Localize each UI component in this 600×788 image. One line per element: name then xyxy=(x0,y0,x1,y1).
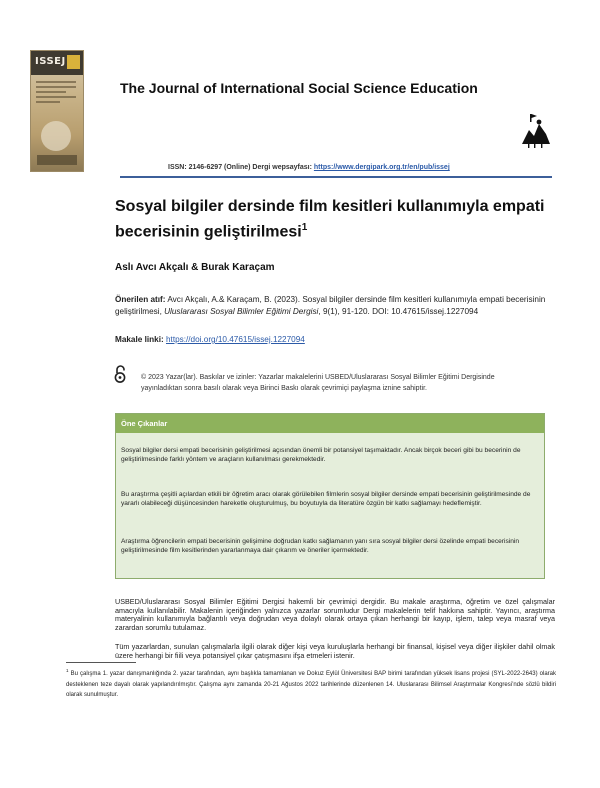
copyright-notice: © 2023 Yazar(lar). Baskılar ve izinler: Yazarlar makalelerini USBED/Uluslararası Sosyal Bilimler Eğitimi Dergisinde yayınladıktan sonra basılı olarak veya Birinci Baskı olarak çevrimiçi paylaşma iznine sahiptir. xyxy=(141,374,495,392)
suggested-citation xyxy=(115,294,555,317)
journal-logo-icon xyxy=(520,112,552,148)
citation-tail: , 9(1), 91-120. DOI: 10.47615/issej.1227094 xyxy=(318,306,479,316)
journal-cover-image xyxy=(30,50,84,172)
conflict-of-interest-paragraph: Tüm yazarlardan, sunulan çalışmalarla ilgili olarak diğer kişi veya kuruluşlarla herhangi bir finansal, kişisel veya diğer ilişkiler dahil olmak üzere herhangi bir fiili veya potansiyel çıkar çatışmasını ifşa etmeleri istenir. xyxy=(115,642,555,660)
article-title xyxy=(115,196,555,242)
cover-logo-text: ISSEJ xyxy=(35,56,66,67)
citation-text: Avcı Akçalı, A.& Karaçam, B. (2023). Sosyal bilgiler dersinde film kesitleri kullanımıyla empati becerisinin geliştirilmesi, xyxy=(115,295,546,316)
highlight-item: Bu araştırma çeşitli açılardan etkili bir öğretim aracı olarak görülebilen filmlerin sosyal bilgiler dersinde empati becerisinin geliştirilmesinde de yararlı olabileceği düşüncesinden hareketle oluşturulmuş, bu boyutuyla da literatüre özgün bir katkı sağlamayı hedeflemiştir. xyxy=(121,491,531,508)
footnote-text: Bu çalışma 1. yazar danışmanlığında 2. yazar tarafından, aynı başlıkla tamamlanan ve Dokuz Eylül Üniversitesi BAP birimi tarafından yüksek lisans projesi (SYL-2022-2643) olarak desteklenen teze dayalı olarak yapılandırılmıştır. Çalışma aynı zamanda 20-21 Ağustos 2022 tarihlerinde düzenlenen 14. Uluslararası Bilimsel Araştırmalar Kongresi’nde sözlü bildiri olarak sunulmuştur. xyxy=(66,671,556,698)
footnote-divider xyxy=(66,662,136,663)
highlights-title: Öne Çıkanlar xyxy=(121,419,168,428)
article-authors: Aslı Avcı Akçalı & Burak Karaçam xyxy=(115,262,275,273)
journal-website-link[interactable]: https://www.dergipark.org.tr/en/pub/issej xyxy=(313,164,450,171)
article-link-line xyxy=(115,335,305,344)
article-doi-link[interactable]: https://doi.org/10.47615/issej.1227094 xyxy=(165,335,305,344)
open-access-icon xyxy=(113,364,127,384)
article-title-text: Sosyal bilgiler dersinde film kesitleri kullanımıyla empati becerisinin geliştirilmesi xyxy=(115,198,545,241)
citation-label: Önerilen atıf: xyxy=(115,295,166,304)
citation-journal: Uluslararası Sosyal Bilimler Eğitimi Dergisi xyxy=(164,306,319,316)
highlights-header xyxy=(116,414,544,433)
highlight-item: Araştırma öğrencilerin empati becerisinin gelişimine doğrudan katkı sağlamanın yanı sıra sosyal bilgiler dersi özelinde empati becerisinin geliştirilmesinde film kesitlerinden yararlanmaya dair çıkarım ve öneriler içermektedir. xyxy=(121,538,520,555)
title-footnote-mark[interactable]: 1 xyxy=(301,222,308,233)
highlight-item: Sosyal bilgiler dersi empati becerisinin geliştirilmesi açısından önemli bir potansiyel taşımaktadır. Ancak birçok beceri gibi bu becerinin de geliştirilmesinde farklı yöntem ve araçların kullanılması gerekmektedir. xyxy=(121,447,521,464)
article-link-label: Makale linki: xyxy=(115,335,164,344)
highlights-box xyxy=(115,413,545,579)
issn-text: ISSN: 2146-6297 (Online) Dergi wepsayfası: xyxy=(168,164,314,171)
header-divider xyxy=(120,176,552,178)
issn-line xyxy=(168,164,450,171)
journal-title: The Journal of International Social Science Education xyxy=(120,80,478,96)
footnote xyxy=(66,666,556,701)
journal-disclaimer-paragraph: USBED/Uluslararası Sosyal Bilimler Eğitimi Dergisi hakemli bir çevrimiçi dergidir. Bu makale araştırma, öğretim ve özel çalışmalar amacıyla kullanılabilir. Makalenin içeriğinden yalnızca yazarlar sorumludur Dergi makalelerin telif hakkına sahiptir. Yayıncı, araştırma materyalinin kullanımıyla bağlantılı veya doğrudan veya dolaylı olarak ortaya çıkan herhangi bir kayıp, işlem, talep veya masraf veya zarardan sorumlu tutulamaz. xyxy=(115,597,555,633)
footnote-mark: 1 xyxy=(66,668,69,673)
